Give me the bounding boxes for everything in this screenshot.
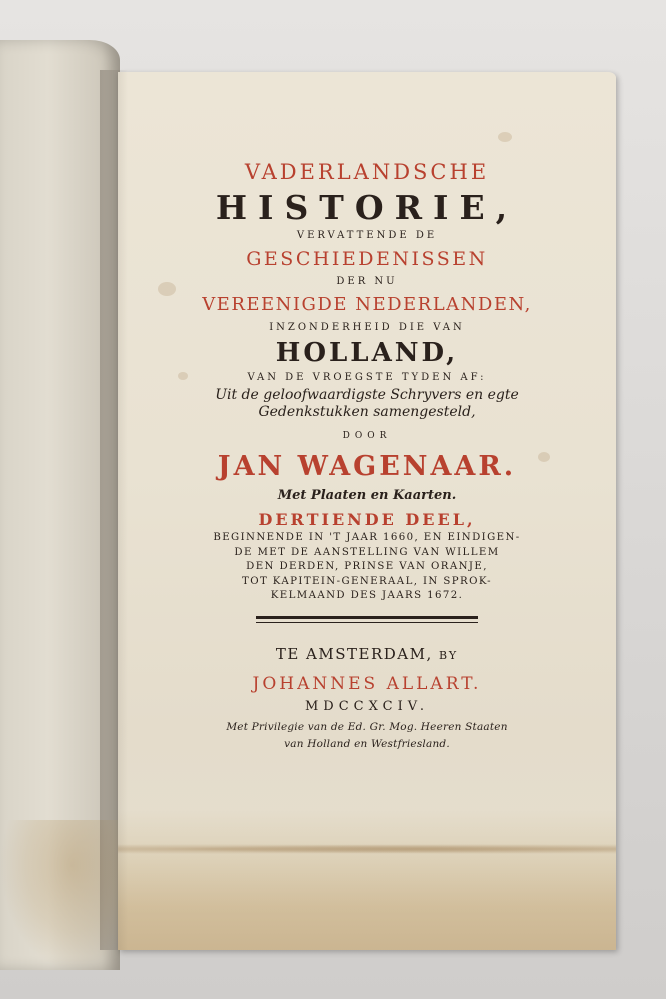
- volume-description-1: BEGINNENDE IN 'T JAAR 1660, EN EINDIGEN-: [213, 532, 521, 543]
- volume-description-4: TOT KAPITEIN-GENERAAL, IN SPROK-: [242, 575, 492, 587]
- illustrations-note: Met Plaaten en Kaarten.: [277, 488, 457, 503]
- privilege-line-2: van Holland en Westfriesland.: [284, 737, 450, 750]
- volume-description-5: KELMAAND DES JAARS 1672.: [270, 590, 464, 601]
- title-text-block: [118, 155, 616, 751]
- foxing-spot: [498, 132, 512, 142]
- subtitle-vervattende: VERVATTENDE DE: [296, 230, 438, 241]
- privilege-line-1: Met Privilegie van de Ed. Gr. Mog. Heeren Staaten: [226, 720, 508, 733]
- subtitle-der-nu: DER NU: [336, 276, 398, 287]
- water-stain: [118, 810, 616, 950]
- sources-line-1: Uit de geloofwaardigste Schryvers en egte: [215, 387, 519, 403]
- publication-year: MDCCXCIV.: [305, 698, 429, 714]
- water-stain-edge: [118, 843, 616, 855]
- imprint-city: TE AMSTERDAM,: [275, 644, 433, 663]
- title-line-vereenigde: VEREENIGDE NEDERLANDEN,: [202, 294, 532, 315]
- publisher-name: JOHANNES ALLART.: [252, 673, 482, 694]
- title-line-holland: HOLLAND,: [275, 338, 459, 368]
- volume-description-3: DEN DERDEN, PRINSE VAN ORANJE,: [246, 561, 488, 572]
- title-line-geschiedenissen: GESCHIEDENISSEN: [246, 248, 488, 270]
- subtitle-vroegste-tyden: VAN DE VROEGSTE TYDEN AF:: [247, 372, 487, 383]
- double-rule-divider: [256, 616, 478, 625]
- subtitle-inzonderheid: INZONDERHEID DIE VAN: [269, 322, 465, 333]
- volume-label: DERTIENDE DEEL,: [258, 510, 476, 529]
- by-door: DOOR: [342, 431, 392, 441]
- imprint-place: [118, 639, 616, 671]
- volume-description-2: DE MET DE AANSTELLING VAN WILLEM: [234, 546, 500, 558]
- imprint-by: BY: [439, 648, 459, 662]
- sources-line-2: Gedenkstukken samengesteld,: [258, 404, 476, 420]
- title-line-historie: HISTORIE,: [215, 188, 519, 227]
- title-line-vaderlandsche: VADERLANDSCHE: [244, 160, 490, 184]
- author-name: JAN WAGENAAR.: [217, 451, 517, 482]
